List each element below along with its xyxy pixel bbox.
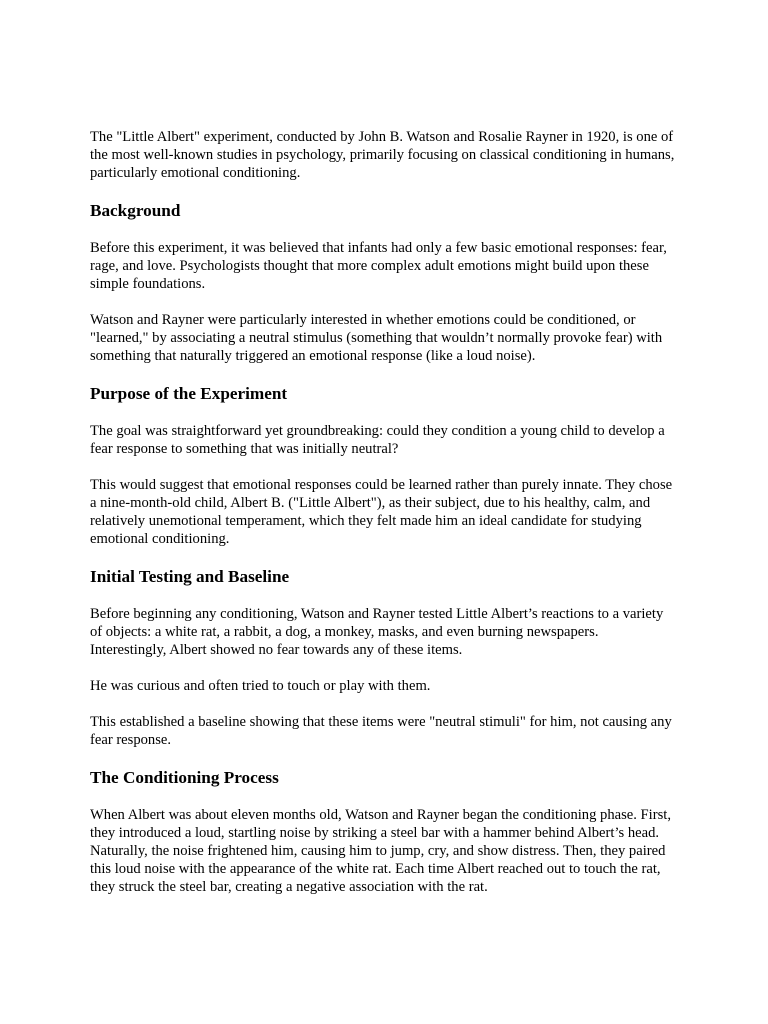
paragraph: He was curious and often tried to touch or play with them. [90, 678, 431, 694]
document-page [90, 128, 678, 914]
section-heading: Purpose of the Experiment [90, 384, 288, 403]
paragraph: Watson and Rayner were particularly interested in whether emotions could be conditioned, or "learned," by associating a neutral stimulus (something that wouldn’t normally provoke fear) with something that naturally triggered an emotional response (like a loud noise). [90, 312, 663, 364]
section-background [90, 200, 678, 365]
section-purpose [90, 383, 678, 548]
paragraph: When Albert was about eleven months old, Watson and Rayner began the conditioning phase. First, they introduced a loud, startling noise by striking a steel bar with a hammer behind Albert’s head. Naturally, the noise frightened him, causing him to jump, cry, and show distress. Then, they paired this loud noise with the appearance of the white rat. Each time Albert reached out to touch the rat, they struck the steel bar, creating a negative association with the rat. [90, 807, 671, 895]
paragraph: Before beginning any conditioning, Watson and Rayner tested Little Albert’s reactions to a variety of objects: a white rat, a rabbit, a dog, a monkey, masks, and even burning newspapers. Interestingly, Albert showed no fear towards any of these items. [90, 606, 664, 658]
section-conditioning-process [90, 767, 678, 896]
section-initial-testing [90, 566, 678, 749]
section-heading: Background [90, 201, 181, 220]
section-heading: Initial Testing and Baseline [90, 567, 290, 586]
intro-paragraph: The "Little Albert" experiment, conducted by John B. Watson and Rosalie Rayner in 1920, is one of the most well-known studies in psychology, primarily focusing on classical conditioning in humans, particularly emotional conditioning. [90, 129, 675, 181]
paragraph: This would suggest that emotional responses could be learned rather than purely innate. They chose a nine-month-old child, Albert B. ("Little Albert"), as their subject, due to his healthy, calm, and relatively unemotional temperament, which they felt made him an ideal candidate for studying emotional conditioning. [90, 477, 673, 547]
paragraph: This established a baseline showing that these items were "neutral stimuli" for him, not causing any fear response. [90, 714, 672, 748]
paragraph: Before this experiment, it was believed that infants had only a few basic emotional responses: fear, rage, and love. Psychologists thought that more complex adult emotions might build upon these simple foundations. [90, 240, 667, 292]
section-heading: The Conditioning Process [90, 768, 279, 787]
paragraph: The goal was straightforward yet groundbreaking: could they condition a young child to develop a fear response to something that was initially neutral? [90, 423, 665, 457]
